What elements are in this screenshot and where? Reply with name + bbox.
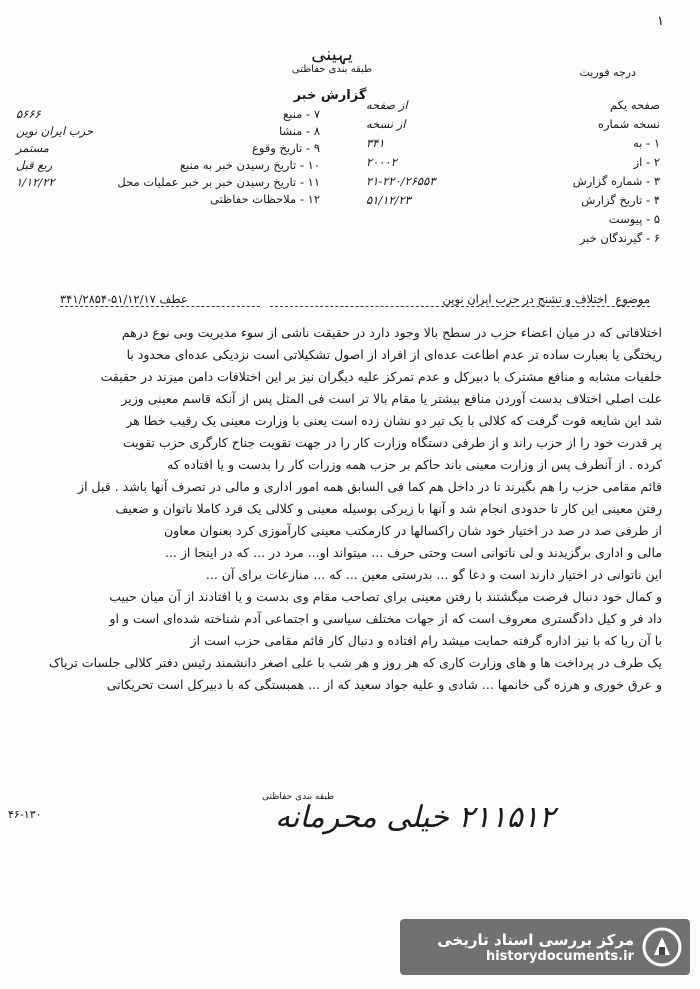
body-line: این ناتوانی در اختیار دارند است و دعا گو ... بدرستی معین ... که ... منازعات برای آن ... xyxy=(205,567,662,582)
field-row xyxy=(360,191,660,210)
reference-underline xyxy=(60,306,260,307)
report-title: گزارش خبر xyxy=(293,88,367,103)
field-label: ۲ - از xyxy=(633,155,660,169)
urgency-label: درجه فوریت xyxy=(579,66,636,79)
reference-text: عطف ۵۱/۱۲/۱۷-۳۴۱/۲۸۵۴ xyxy=(60,292,188,306)
watermark-text xyxy=(437,931,634,964)
subject-underline xyxy=(270,306,650,307)
footer-number: ۴۶-۱۳۰ xyxy=(8,808,42,821)
field-row xyxy=(10,106,320,123)
field-row xyxy=(360,153,660,172)
field-value: ربع قبل xyxy=(16,158,53,172)
field-label: ۱۰ - تاریخ رسیدن خبر به منبع xyxy=(180,158,320,172)
field-label: ۷ - منبع xyxy=(283,107,320,121)
body-line: علت اصلی اختلاف بدست آوردن منافع بیشتر یا مقام بالا تر است فی المثل پس از آنکه قاسم معینی وزیر xyxy=(121,391,662,406)
field-value: ۲۰۰۰۲ xyxy=(366,155,397,169)
header-stamp xyxy=(262,46,402,82)
body-line: کرده . از آنطرف پس از وزارت معینی باند حاکم بر حزب همه وزرات کار را بدست و یا افتاده که xyxy=(167,457,662,472)
subject-row xyxy=(60,292,650,306)
field-value: از نسخه xyxy=(366,117,406,131)
field-value: از صفحه xyxy=(366,98,408,112)
subject-label: موضوع xyxy=(615,292,650,306)
field-row xyxy=(10,157,320,174)
field-row xyxy=(10,174,320,191)
field-label: ۱ - به xyxy=(632,136,660,150)
body-line: و عرق خوری و هرزه گی خانمها ... شادی و علیه جواد سعید که از ... همبستگی که با دبیرکل است تحریکاتی xyxy=(106,677,662,692)
field-label: ۸ - منشا xyxy=(278,124,320,138)
watermark-url: historydocuments.ir xyxy=(485,948,634,964)
field-row xyxy=(10,191,320,208)
field-label: صفحه یکم xyxy=(609,98,660,112)
field-value xyxy=(360,210,609,229)
field-label: ۶ - گیرندگان خبر xyxy=(579,231,660,245)
archive-logo-icon xyxy=(642,927,682,967)
field-label: ۵ - پیوست xyxy=(608,212,660,226)
body-line: قائم مقامی حزب را هم بگیرند تا در داخل هم کما فی السابق همه امور اداری و مالی در تصرف آنها باشد . قبل از xyxy=(78,479,662,494)
field-row xyxy=(360,172,660,191)
field-row xyxy=(10,140,320,157)
field-row xyxy=(360,115,660,134)
field-row xyxy=(360,96,660,115)
field-value xyxy=(360,229,580,248)
watermark-logo xyxy=(400,919,690,975)
field-label: ۳ - شماره گزارش xyxy=(572,174,660,188)
body-line: ریختگی یا بعبارت ساده تر عدم اطاعت عده‌ای از افراد از اصول تشکیلاتی است نزدیکی عده‌ای محدود با xyxy=(126,347,662,362)
field-value: ۱/۱۲/۲۲ xyxy=(16,175,55,189)
field-row xyxy=(360,210,660,229)
field-label: ۹ - تاریخ وقوع xyxy=(251,141,320,155)
footer-signature: ۲۱۱۵۱۲ خیلی محرمانه xyxy=(275,800,555,835)
field-value xyxy=(10,191,210,208)
report-meta-fields xyxy=(360,96,660,248)
watermark-name: مرکز بررسی اسناد تاریخی xyxy=(437,930,634,949)
field-label: ۱۱ - تاریخ رسیدن خبر بر خبر عملیات محل xyxy=(117,175,320,189)
field-value: ۳۴۱ xyxy=(366,136,385,150)
body-line: با آن ریا که با نیز اداره گرفته حمایت میشد رام افتاده و دنبال کار قائم مقامی حزب است از xyxy=(190,633,662,648)
field-row xyxy=(360,134,660,153)
body-line: داد فر و کیل دادگستری معروف است که از جهات مختلف سیاسی و اجتماعی آدم شناخته شده‌ای است و او xyxy=(109,611,662,626)
field-row xyxy=(10,123,320,140)
field-label: نسخه شماره xyxy=(597,117,660,131)
body-line: خلفیات مشابه و منافع مشترک با دبیرکل و عدم تمرکز علیه دیگران نیز بر این اختلافات دامن میزند در حقیقت xyxy=(100,369,662,384)
field-label: ۴ - تاریخ گزارش xyxy=(581,193,660,207)
field-value: مستمر xyxy=(16,141,49,155)
body-line: از طرفی صد در صد در اختیار خود شان راکسالها در کارمکتب معینی کارآموزی کرد بعنوان معاون xyxy=(163,523,662,538)
field-value: ۲۱-۲۲۰/۲۶۵۵۳ xyxy=(366,174,436,188)
field-label: ۱۲ - ملاحظات حفاظتی xyxy=(209,192,320,206)
source-fields xyxy=(10,106,320,208)
field-row xyxy=(360,229,660,248)
body-line: اختلافاتی که در میان اعضاء حزب در سطح بالا وجود دارد در حقیقت ناشی از سوء مدیریت وبی نوع درهم xyxy=(121,325,662,340)
header-department: طبقه بندی حفاظتی xyxy=(291,64,373,75)
body-line: پر قدرت خود را از حزب راند و از طرفی دستگاه وزارت کار را در جهت تقویت جناح کارگری حزب تقویت xyxy=(123,435,662,450)
footer-department: طبقه بندی حفاظتی xyxy=(262,792,335,802)
page-number: ١ xyxy=(657,14,664,29)
body-line: یک طرف در پرداخت ها و های وزارت کاری که هر روز و هر شب با علی اصغر دانشمند رئیس دفتر کلالی جلسات تریاک xyxy=(48,655,662,670)
body-line: مالی و اداری برگزیدند و لی ناتوانی است وحتی حرف ... میتواند او... مرد در ... که در اینجا از ... xyxy=(164,545,662,560)
body-line: رفتن معینی این کار تا حدودی انجام شد و آنها با زیرکی بوسیله معینی و کلالی یک فرد کاملا ناتوان و ضعیف xyxy=(115,501,662,516)
body-line: شد این شایعه قوت گرفت که کلالی با یک تیر دو نشان زده است یعنی با وزارت معینی یک رقیب خطا هر xyxy=(126,413,662,428)
subject-text: اختلاف و تشنج در حزب ایران نوین xyxy=(442,292,608,306)
field-value: ۵۶۶۶ xyxy=(16,107,41,121)
report-body xyxy=(47,322,662,696)
field-value: حزب ایران نوین xyxy=(16,124,94,138)
header-signature: ی‍ہینی xyxy=(311,44,353,65)
body-line: و کمال خود دنبال فرصت میگشتند با رفتن معینی برای تصاحب مقام وی بدست و یا افتادند از آن میان حبیب xyxy=(109,589,662,604)
field-value: ۵۱/۱۲/۲۳ xyxy=(366,193,411,207)
